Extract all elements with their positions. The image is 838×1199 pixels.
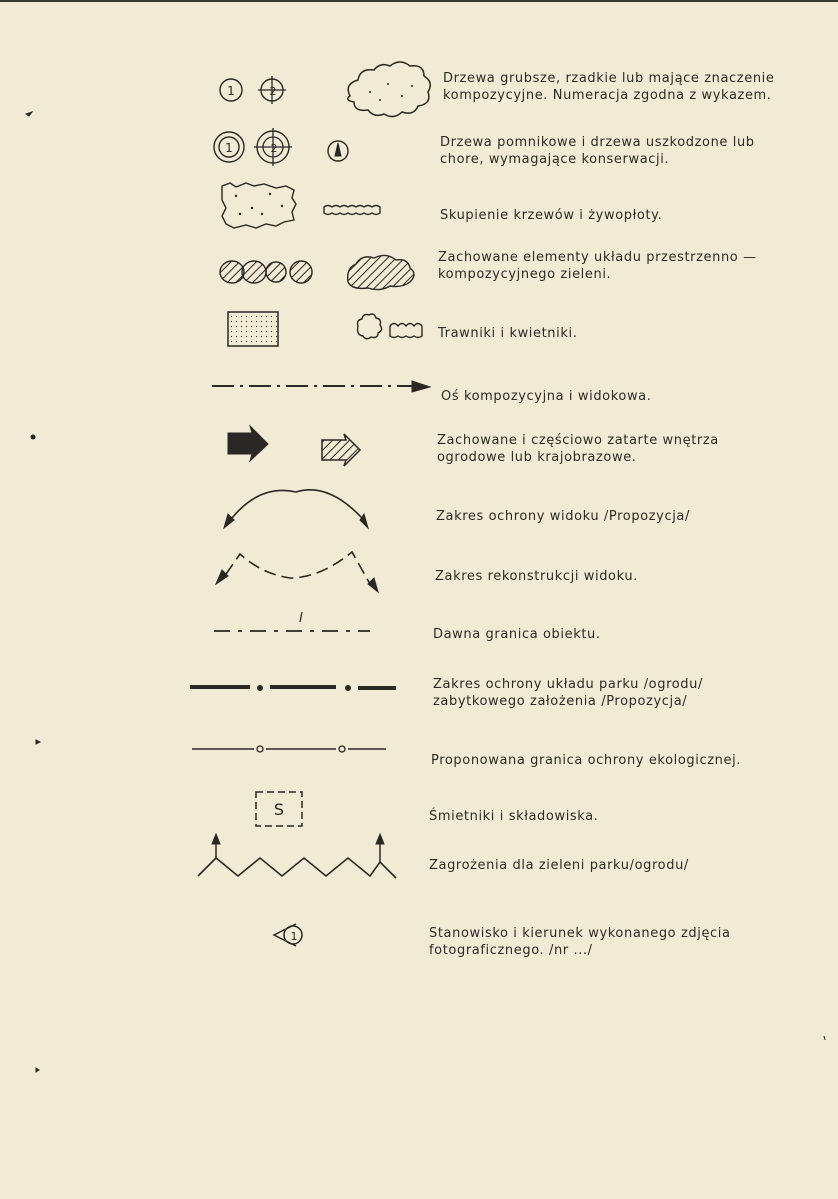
photo-station-symbol xyxy=(274,924,302,946)
svg-text:2: 2 xyxy=(269,85,277,98)
legend-label-composition-axis: Oś kompozycyjna i widokowa. xyxy=(441,389,652,404)
view-reconstruction-symbol xyxy=(216,552,378,592)
lawn-symbol xyxy=(228,312,278,346)
legend-label-preserved-elements: Zachowane elementy układu przestrzenno — kompozycyjnego zieleni. xyxy=(438,250,757,282)
legend-label-photo-station: Stanowisko i kierunek wykonanego zdjęcia fotograficznego. /nr .../ xyxy=(429,926,731,958)
legend-label-lawns: Trawniki i kwietniki. xyxy=(438,326,578,341)
legend-label-shrubs: Skupienie krzewów i żywopłoty. xyxy=(440,208,663,223)
former-boundary-symbol xyxy=(214,612,370,631)
monument-tree-symbol xyxy=(214,132,244,162)
legend-label-park-protection: Zakres ochrony układu parku /ogrodu/ zabytkowego założenia /Propozycja/ xyxy=(433,677,703,709)
legend-label-waste-storage: Śmietniki i składowiska. xyxy=(429,809,599,824)
legend-label-former-boundary: Dawna granica obiektu. xyxy=(433,627,601,642)
view-protection-symbol xyxy=(224,490,368,528)
waste-storage-symbol xyxy=(256,792,302,826)
legend-label-threats: Zagrożenia dla zieleni parku/ogrodu/ xyxy=(429,858,689,873)
svg-text:2: 2 xyxy=(270,142,278,155)
flowerbed-border-symbol xyxy=(390,324,422,338)
legend-label-ecological-boundary: Proponowana granica ochrony ekologicznej. xyxy=(431,753,742,768)
shrub-cluster-symbol xyxy=(222,183,296,228)
tree-number-symbol xyxy=(220,79,242,101)
legend-label-significant-trees: Drzewa grubsze, rzadkie lub mające znaczenie kompozycyjne. Numeracja zgodna z wykazem. xyxy=(443,71,775,103)
damaged-tree-symbol xyxy=(254,128,292,166)
tree-crown-cloud-symbol xyxy=(348,62,431,117)
svg-text:1: 1 xyxy=(227,84,235,98)
tree-crosshair-symbol xyxy=(258,76,286,104)
hedge-symbol xyxy=(324,206,380,215)
threats-zigzag-symbol xyxy=(198,834,396,878)
preserved-elements-symbol xyxy=(220,255,414,289)
svg-text:1: 1 xyxy=(290,930,298,943)
legend-label-garden-interiors: Zachowane i częściowo zatarte wnętrza ogrodowe lub krajobrazowe. xyxy=(437,433,719,465)
flowerbed-symbol xyxy=(358,314,382,339)
legend-label-view-protection: Zakres ochrony widoku /Propozycja/ xyxy=(436,509,690,524)
legend-label-monument-trees: Drzewa pomnikowe i drzewa uszkodzone lub chore, wymagające konserwacji. xyxy=(440,135,755,167)
svg-text:1: 1 xyxy=(225,141,233,155)
svg-text:S: S xyxy=(273,800,285,819)
ecological-boundary-symbol xyxy=(192,746,386,752)
garden-interior-arrow-solid xyxy=(228,426,268,461)
conservation-tree-symbol xyxy=(328,141,348,161)
park-protection-boundary-symbol xyxy=(190,686,396,691)
composition-axis-symbol xyxy=(212,381,430,392)
legend-label-view-reconstruction: Zakres rekonstrukcji widoku. xyxy=(435,569,638,584)
garden-interior-arrow-hatched xyxy=(322,434,360,466)
